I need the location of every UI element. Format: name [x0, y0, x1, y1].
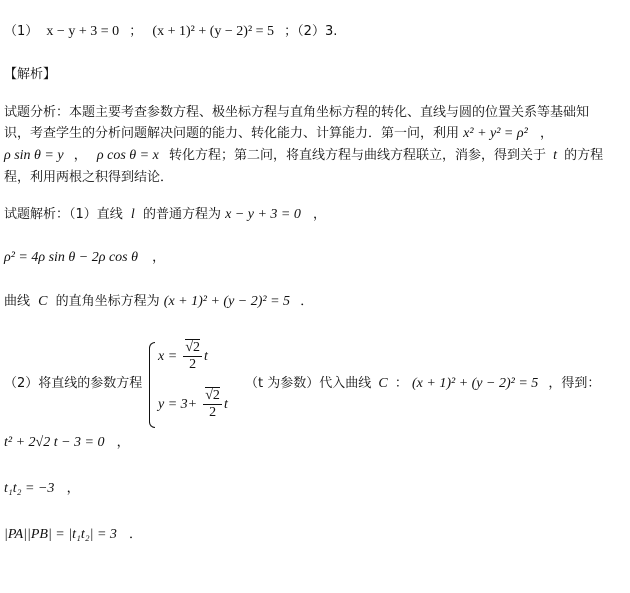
analysis-line-3-sep: ，: [73, 148, 87, 163]
system-brace: [149, 342, 155, 428]
analysis-identity: x² + y² = ρ²: [463, 126, 528, 141]
solution-line-1-end: ，: [313, 207, 327, 222]
polar-equation: ρ² = 4ρ sin θ − 2ρ cos θ: [4, 250, 139, 265]
analysis-line-3-text: 转化方程；第二问，将直线方程与曲线方程联立，消参，得到关于: [168, 148, 546, 163]
product-line: [4, 479, 80, 499]
analysis-line-2-text: 识，考查学生的分析问题解决问题的能力、转化能力、计算能力．第一问，利用: [4, 126, 460, 141]
analysis-line-2-end: ，: [539, 126, 553, 141]
solution-line-1-text: 试题解析：（1）直线: [4, 207, 123, 222]
analysis-line-3-end: 的方程: [564, 148, 604, 163]
solution-line-1: [4, 205, 326, 225]
product-end: ，: [66, 481, 80, 496]
part2-label: （2）将直线的参数方程: [4, 376, 143, 391]
quadratic-equation: t² + 2√2 t − 3 = 0: [4, 435, 105, 450]
system-x-fraction: [183, 340, 202, 373]
final-line: [4, 525, 142, 545]
solution-line-1-text2: 的普通方程为: [142, 207, 221, 222]
curve-line: [4, 292, 313, 312]
analysis-line-3: [4, 146, 603, 166]
polar-equation-line: [4, 248, 165, 268]
analysis-line-4: 程，利用两根之积得到结论．: [4, 170, 174, 185]
analysis-variable-t: t: [553, 148, 558, 163]
part2-colon: ：: [394, 376, 408, 391]
part2-circle-equation: (x + 1)² + (y − 2)² = 5: [412, 376, 539, 391]
analysis-identity-sin: ρ sin θ = y: [4, 148, 64, 163]
curve-equation: (x + 1)² + (y − 2)² = 5: [163, 294, 291, 309]
answer-circle-equation: (x + 1)² + (y − 2)² = 5: [152, 24, 275, 39]
polar-equation-end: ，: [152, 250, 166, 265]
part2-end: ，得到：: [548, 376, 601, 391]
system-y-row: [158, 388, 228, 421]
curve-variable-c: C: [38, 294, 48, 309]
quadratic-end: ，: [116, 435, 130, 450]
final-end: ．: [129, 527, 143, 542]
analysis-title: 【解析】: [4, 67, 57, 82]
final-equation: |PA||PB| = |t₁t₂| = 3: [4, 527, 117, 542]
system-y-lhs: y = 3+: [158, 397, 198, 412]
system-y-fraction: [203, 388, 222, 421]
answer-line: [4, 22, 337, 42]
part2-variable-c: C: [378, 376, 388, 391]
answer-part2: ；（2）3.: [284, 24, 338, 39]
analysis-line-1: 试题分析：本题主要考查参数方程、极坐标方程与直角坐标方程的转化、直线与圆的位置关系等基础知: [4, 105, 590, 120]
system-y-num: [203, 388, 222, 405]
analysis-line-2: [4, 124, 553, 144]
answer-line-equation: x − y + 3 = 0: [46, 24, 120, 39]
solution-line-equation: x − y + 3 = 0: [225, 207, 301, 222]
product-equation: t₁t₂ = −3: [4, 481, 55, 496]
system-y-sqrt: √2: [205, 388, 220, 403]
system-y-t: t: [223, 397, 228, 412]
quadratic-line: [4, 433, 130, 453]
answer-part1-label: （1）: [4, 24, 39, 39]
system-x-row: [158, 340, 208, 373]
curve-text: 曲线: [4, 294, 31, 309]
system-x-num: [183, 340, 202, 357]
system-x-den: 2: [189, 357, 197, 372]
system-x-lhs: x =: [158, 349, 178, 364]
analysis-identity-cos: ρ cos θ = x: [96, 148, 159, 163]
system-x-t: t: [204, 349, 208, 364]
solution-variable-l: l: [130, 207, 135, 222]
curve-text2: 的直角坐标方程为: [55, 294, 160, 309]
system-y-den: 2: [209, 405, 217, 420]
curve-end: ．: [300, 294, 314, 309]
part2-substitution: [245, 374, 600, 394]
system-x-sqrt: √2: [185, 340, 200, 355]
part2-note: （t 为参数）代入曲线: [245, 376, 372, 391]
answer-separator: ；: [129, 24, 143, 39]
